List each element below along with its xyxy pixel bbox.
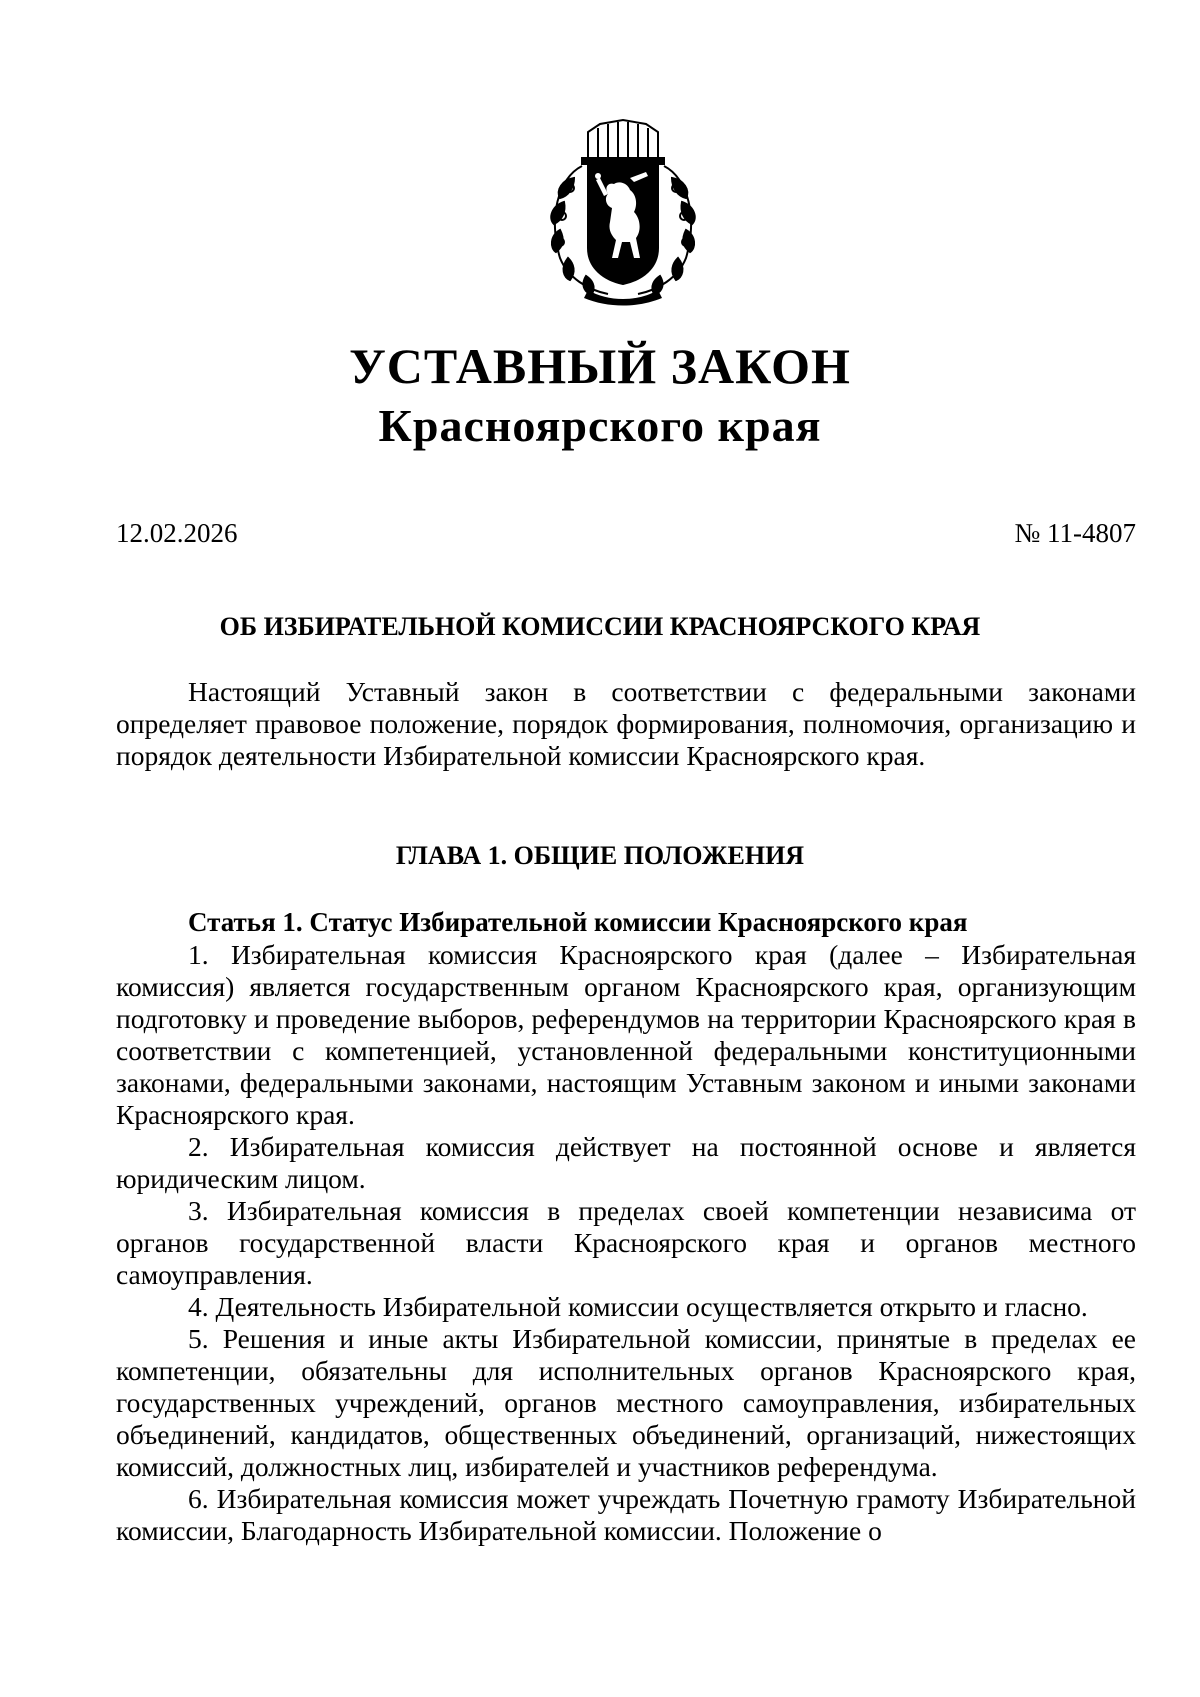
article-paragraph: 3. Избирательная комиссия в пределах своей компетенции независима от органов государственной власти Красноярского края и органов местного самоуправления.	[116, 1195, 1136, 1290]
article-paragraph: 2. Избирательная комиссия действует на постоянной основе и является юридическим лицом.	[116, 1131, 1136, 1194]
document-title: УСТАВНЫЙ ЗАКОН	[349, 338, 851, 394]
document-meta	[116, 515, 1136, 551]
coat-of-arms-icon	[538, 118, 708, 308]
law-heading: ОБ ИЗБИРАТЕЛЬНОЙ КОМИССИИ КРАСНОЯРСКОГО КРАЯ	[219, 612, 981, 641]
chapter-heading: ГЛАВА 1. ОБЩИЕ ПОЛОЖЕНИЯ	[395, 841, 805, 870]
article-paragraph: 4. Деятельность Избирательной комиссии осуществляется открыто и гласно.	[188, 1291, 1088, 1322]
preamble	[116, 676, 1136, 772]
article-title: Статья 1. Статус Избирательной комиссии Красноярского края	[188, 907, 968, 937]
document-date: 12.02.2026	[116, 518, 238, 548]
article-paragraph: 5. Решения и иные акты Избирательной комиссии, принятые в пределах ее компетенции, обязательны для исполнительных органов Красноярского края, государственных учреждений, органов местного самоуправления, избирательных объединений, кандидатов, общественных объединений, организаций, нижестоящих комиссий, должностных лиц, избирателей и участников референдума.	[116, 1323, 1136, 1482]
document-number: № 11-4807	[1014, 518, 1136, 548]
article-paragraph: 1. Избирательная комиссия Красноярского края (далее – Избирательная комиссия) является государственным органом Красноярского края, организующим подготовку и проведение выборов, референдумов на территории Красноярского края в соответствии с компетенцией, установленной федеральными конституционными законами, федеральными законами, настоящим Уставным законом и иными законами Красноярского края.	[116, 939, 1136, 1130]
article-paragraph: 6. Избирательная комиссия может учреждать Почетную грамоту Избирательной комиссии, Благодарность Избирательной комиссии. Положение о	[116, 1483, 1136, 1546]
preamble-text: Настоящий Уставный закон в соответствии с федеральными законами определяет правовое положение, порядок формирования, полномочия, организацию и порядок деятельности Избирательной комиссии Красноярского края.	[116, 676, 1136, 771]
document-subtitle: Красноярского края	[378, 400, 822, 451]
article-body	[116, 939, 1136, 1547]
